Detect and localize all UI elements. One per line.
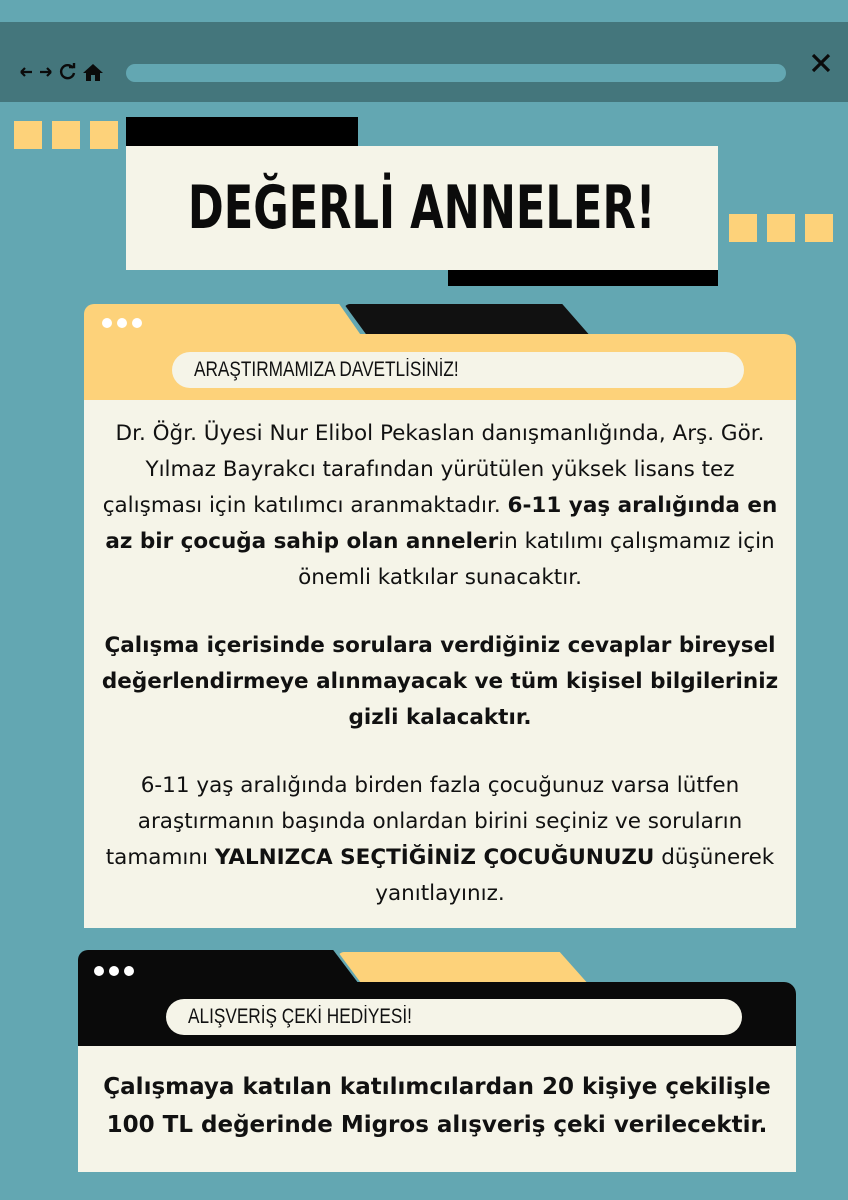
- decor-square: [767, 214, 795, 242]
- browser-bar: [0, 22, 848, 102]
- window2-body: [78, 1046, 796, 1172]
- url-bar[interactable]: [126, 64, 786, 82]
- close-icon[interactable]: [808, 50, 834, 76]
- paragraph-1: Dr. Öğr. Üyesi Nur Elibol Pekaslan danışmanlığında, Arş. Gör. Yılmaz Bayrakcı tarafından yürütülen yüksek lisans tez çalışması için katılımcı aranmaktadır. 6-11 yaş aralığında en az bir çocuğa sahip olan annelerin katılımı çalışmamız için önemli katkılar sunacaktır.: [102, 421, 778, 590]
- decor-square: [729, 214, 757, 242]
- window1-body: [84, 400, 796, 928]
- browser-nav: [18, 62, 104, 82]
- decor-square: [805, 214, 833, 242]
- window-dots: [102, 318, 142, 328]
- title-shadow-top: [126, 117, 358, 147]
- title-shadow-bottom: [448, 268, 718, 286]
- section1-heading-pill: [172, 352, 744, 388]
- decor-square: [14, 121, 42, 149]
- window2-tab-secondary: [338, 952, 590, 986]
- section1-heading: ARAŞTIRMAMIZA DAVETLİSİNİZ!: [194, 358, 459, 381]
- paragraph-3: 6-11 yaş aralığında birden fazla çocuğunuz varsa lütfen araştırmanın başında onlardan birini seçiniz ve soruların tamamını YALNIZCA SEÇTİĞİNİZ ÇOCUĞUNUZU düşünerek yanıtlayınız.: [105, 773, 775, 906]
- page-title: DEĞERLİ ANNELER!: [188, 173, 656, 243]
- refresh-icon[interactable]: [58, 62, 78, 82]
- window1-tab-secondary: [344, 304, 592, 338]
- window-dots: [94, 966, 134, 976]
- arrow-left-icon[interactable]: [18, 62, 34, 82]
- decor-square: [52, 121, 80, 149]
- home-icon[interactable]: [82, 62, 104, 82]
- section2-heading: ALIŞVERİŞ ÇEKİ HEDİYESİ!: [188, 1005, 412, 1028]
- arrow-right-icon[interactable]: [38, 62, 54, 82]
- gift-text: Çalışmaya katılan katılımcılardan 20 kişiye çekilişle 100 TL değerinde Migros alışveriş çeki verilecektir.: [103, 1074, 771, 1138]
- paragraph-2: Çalışma içerisinde sorulara verdiğiniz cevaplar bireysel değerlendirmeye alınmayacak ve tüm kişisel bilgileriniz gizli kalacaktır.: [101, 633, 779, 730]
- title-box: [126, 146, 718, 270]
- decor-square: [90, 121, 118, 149]
- section2-heading-pill: [166, 999, 742, 1035]
